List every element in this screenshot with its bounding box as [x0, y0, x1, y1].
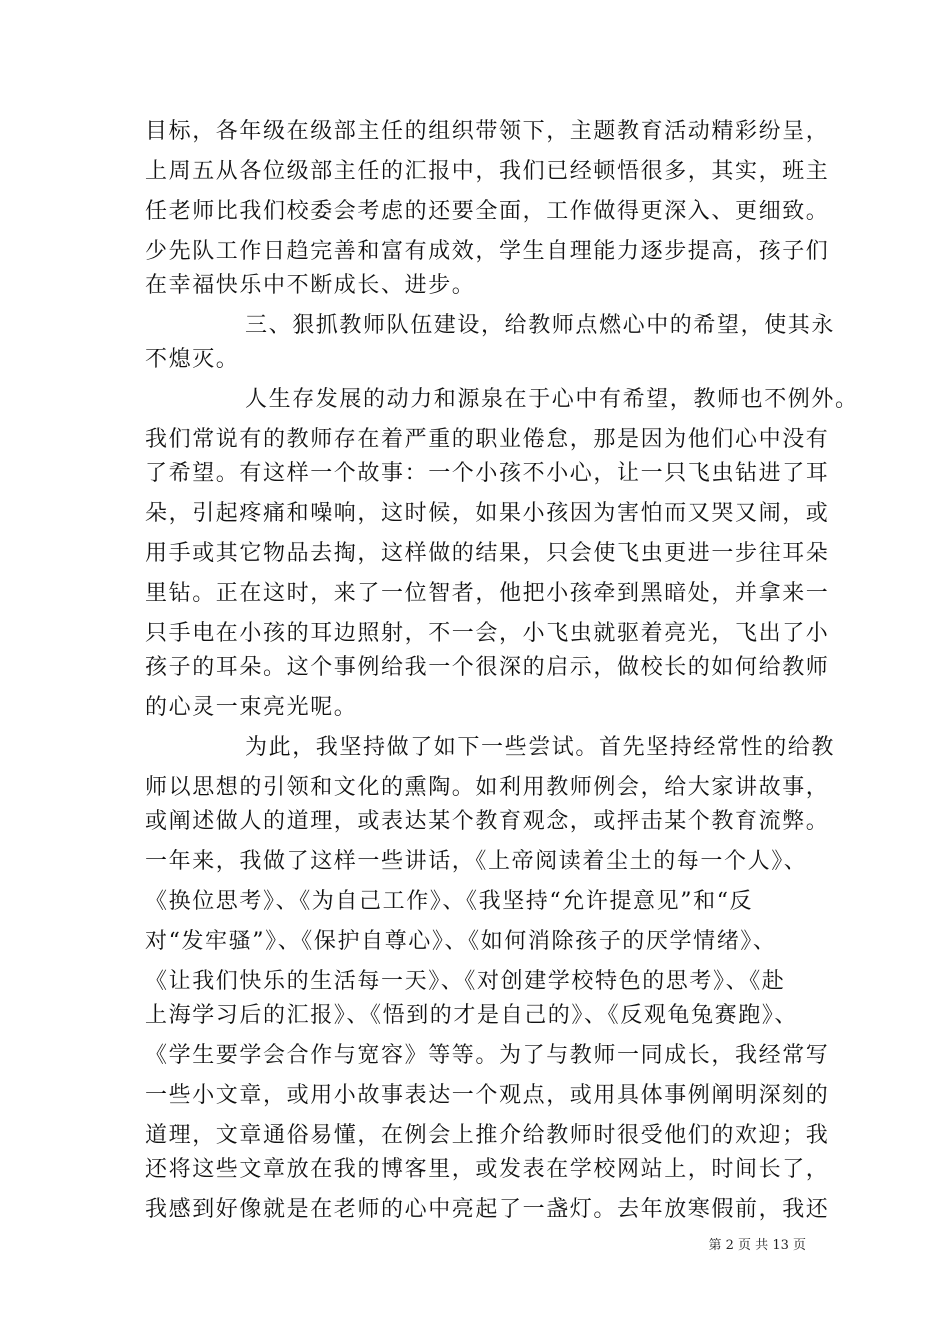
text-line: 师以思想的引领和文化的熏陶。如利用教师例会，给大家讲故事， [145, 775, 830, 800]
text-line: 《让我们快乐的生活每一天》、《对创建学校特色的思考》、《赴 [145, 969, 786, 994]
section-heading-continued: 不熄灭。 [145, 347, 240, 372]
text-line: 《换位思考》、《为自己工作》、《我坚持“允许提意见”和“反 [145, 889, 754, 914]
text-line: 孩子的耳朵。这个事例给我一个很深的启示，做校长的如何给教师 [145, 655, 830, 680]
text-line: 还将这些文章放在我的博客里，或发表在学校网站上，时间长了， [145, 1157, 830, 1182]
text-line: 我们常说有的教师存在着严重的职业倦怠，那是因为他们心中没有 [145, 427, 830, 452]
text-line: 一年来，我做了这样一些讲话，《上帝阅读着尘土的每一个人》、 [145, 849, 808, 874]
text-line: 的心灵一束亮光呢。 [145, 695, 358, 720]
text-line: 里钻。正在这时，来了一位智者，他把小孩牵到黑暗处，并拿来一 [145, 581, 830, 606]
text-line: 对“发牢骚”》、《保护自尊心》、《如何消除孩子的厌学情绪》、 [145, 929, 777, 954]
text-line: 了希望。有这样一个故事：一个小孩不小心，让一只飞虫钻进了耳 [145, 461, 830, 486]
text-line: 目标，各年级在级部主任的组织带领下，主题教育活动精彩纷呈， [145, 119, 830, 144]
text-line: 道理，文章通俗易懂，在例会上推介给教师时很受他们的欢迎；我 [145, 1123, 830, 1148]
text-line: 少先队工作日趋完善和富有成效，学生自理能力逐步提高，孩子们 [145, 239, 830, 264]
text-line: 任老师比我们校委会考虑的还要全面，工作做得更深入、更细致。 [145, 199, 830, 224]
paragraph-first-line: 人生存发展的动力和源泉在于心中有希望，教师也不例外。 [245, 387, 859, 412]
paragraph-first-line: 为此，我坚持做了如下一些尝试。首先坚持经常性的给教 [245, 735, 836, 760]
text-line: 我感到好像就是在老师的心中亮起了一盏灯。去年放寒假前，我还 [145, 1197, 830, 1222]
text-line: 上海学习后的汇报》、《悟到的才是自己的》、《反观龟兔赛跑》、 [145, 1003, 799, 1028]
text-line: 在幸福快乐中不断成长、进步。 [145, 273, 476, 298]
text-line: 用手或其它物品去掏，这样做的结果，只会使飞虫更进一步往耳朵 [145, 541, 830, 566]
text-line: 一些小文章，或用小故事表达一个观点，或用具体事例阐明深刻的 [145, 1083, 830, 1108]
section-heading: 三、狠抓教师队伍建设，给教师点燃心中的希望，使其永 [245, 313, 836, 338]
text-line: 或阐述做人的道理，或表达某个教育观念，或抨击某个教育流弊。 [145, 809, 830, 834]
text-line: 只手电在小孩的耳边照射，不一会，小飞虫就驱着亮光，飞出了小 [145, 621, 830, 646]
text-line: 上周五从各位级部主任的汇报中，我们已经顿悟很多，其实，班主 [145, 159, 830, 184]
text-line: 朵，引起疼痛和噪响，这时候，如果小孩因为害怕而又哭又闹，或 [145, 501, 830, 526]
page-number-footer: 第 2 页 共 13 页 [708, 1238, 806, 1253]
text-line: 《学生要学会合作与宽容》等等。为了与教师一同成长，我经常写 [145, 1043, 830, 1068]
